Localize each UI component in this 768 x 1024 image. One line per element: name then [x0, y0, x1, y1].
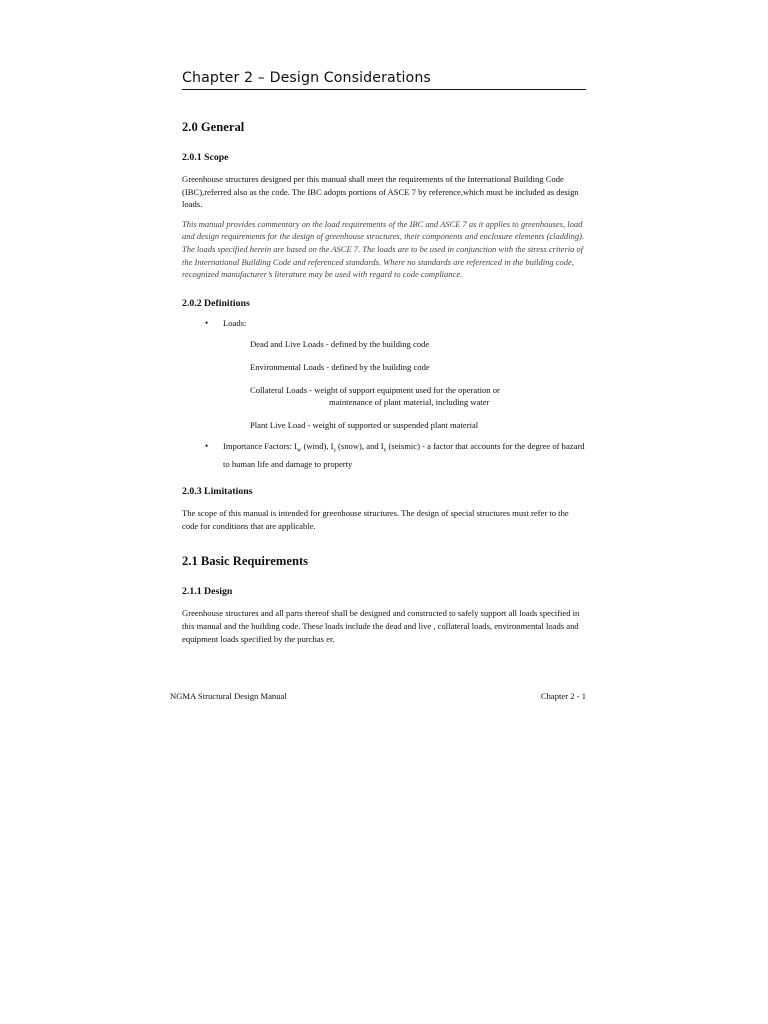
subsection-heading-limitations: 2.0.3 Limitations	[182, 486, 253, 498]
footer-page-number: Chapter 2 - 1	[540, 691, 586, 701]
bullet-importance-factors	[182, 440, 586, 470]
definition-collateral-line2: maintenance of plant material, including water	[329, 397, 490, 408]
definition-collateral-line1: Collateral Loads - weight of support equipment used for the operation or	[250, 384, 500, 395]
page-footer	[170, 691, 586, 701]
importance-factors-text: Importance Factors: $I_w$ (wind), $I_s$ (snow), and $I_e$ (seismic) - a factor that accounts for the degree of hazard to human life and damage to property	[223, 441, 585, 469]
bullet-loads-text: Loads:	[223, 317, 247, 328]
section-heading-basic-requirements: 2.1 Basic Requirements	[182, 554, 309, 569]
section-heading-general: 2.0 General	[182, 120, 245, 134]
scope-commentary-paragraph: This manual provides commentary on the load requirements of the IBC and ASCE 7 as it applies to greenhouses, load and design requirements for the design of greenhouse structures, their components and enclosure elements (cladding). The loads specified herein are based on the ASCE 7. The loads are to be used in conjunction with the stress criteria of the International Building Code and referenced standards. Where no standards are referenced in the building code, recognized manufacturer’s literature may be used with regard to code compliance.	[182, 218, 585, 280]
scope-paragraph: Greenhouse structures designed per this manual shall meet the requirements of the International Building Code (IBC),referred also as the code. The IBC adopts portions of ASCE 7 by reference,which must be included as design loads.	[182, 174, 579, 210]
footer-manual-title: NGMA Structural Design Manual	[170, 691, 287, 701]
subsection-heading-scope: 2.0.1 Scope	[182, 152, 229, 163]
document-page	[182, 70, 586, 645]
design-paragraph: Greenhouse structures and all parts thereof shall be designed and constructed to safely support all loads specified in this manual and the building code. These loads include the dead and live , collateral loads, environmental loads and equipment loads specified by the purchas er.	[182, 608, 580, 644]
subsection-heading-design: 2.1.1 Design	[182, 586, 233, 598]
chapter-title: Chapter 2 – Design Considerations	[182, 70, 586, 90]
definition-collateral	[250, 384, 586, 409]
subsection-heading-definitions: 2.0.2 Definitions	[182, 297, 250, 309]
bullet-dot-icon: •	[205, 317, 209, 328]
definition-environmental: Environmental Loads - defined by the building code	[250, 361, 430, 372]
definition-dead-live: Dead and Live Loads - defined by the building code	[250, 339, 430, 350]
limitations-paragraph: The scope of this manual is intended for greenhouse structures. The design of special structures must refer to the code for conditions that are applicable.	[182, 508, 569, 531]
bullet-loads	[182, 317, 586, 330]
definition-plant-live: Plant Live Load - weight of supported or suspended plant material	[250, 419, 479, 430]
bullet-dot-icon: •	[205, 441, 209, 452]
